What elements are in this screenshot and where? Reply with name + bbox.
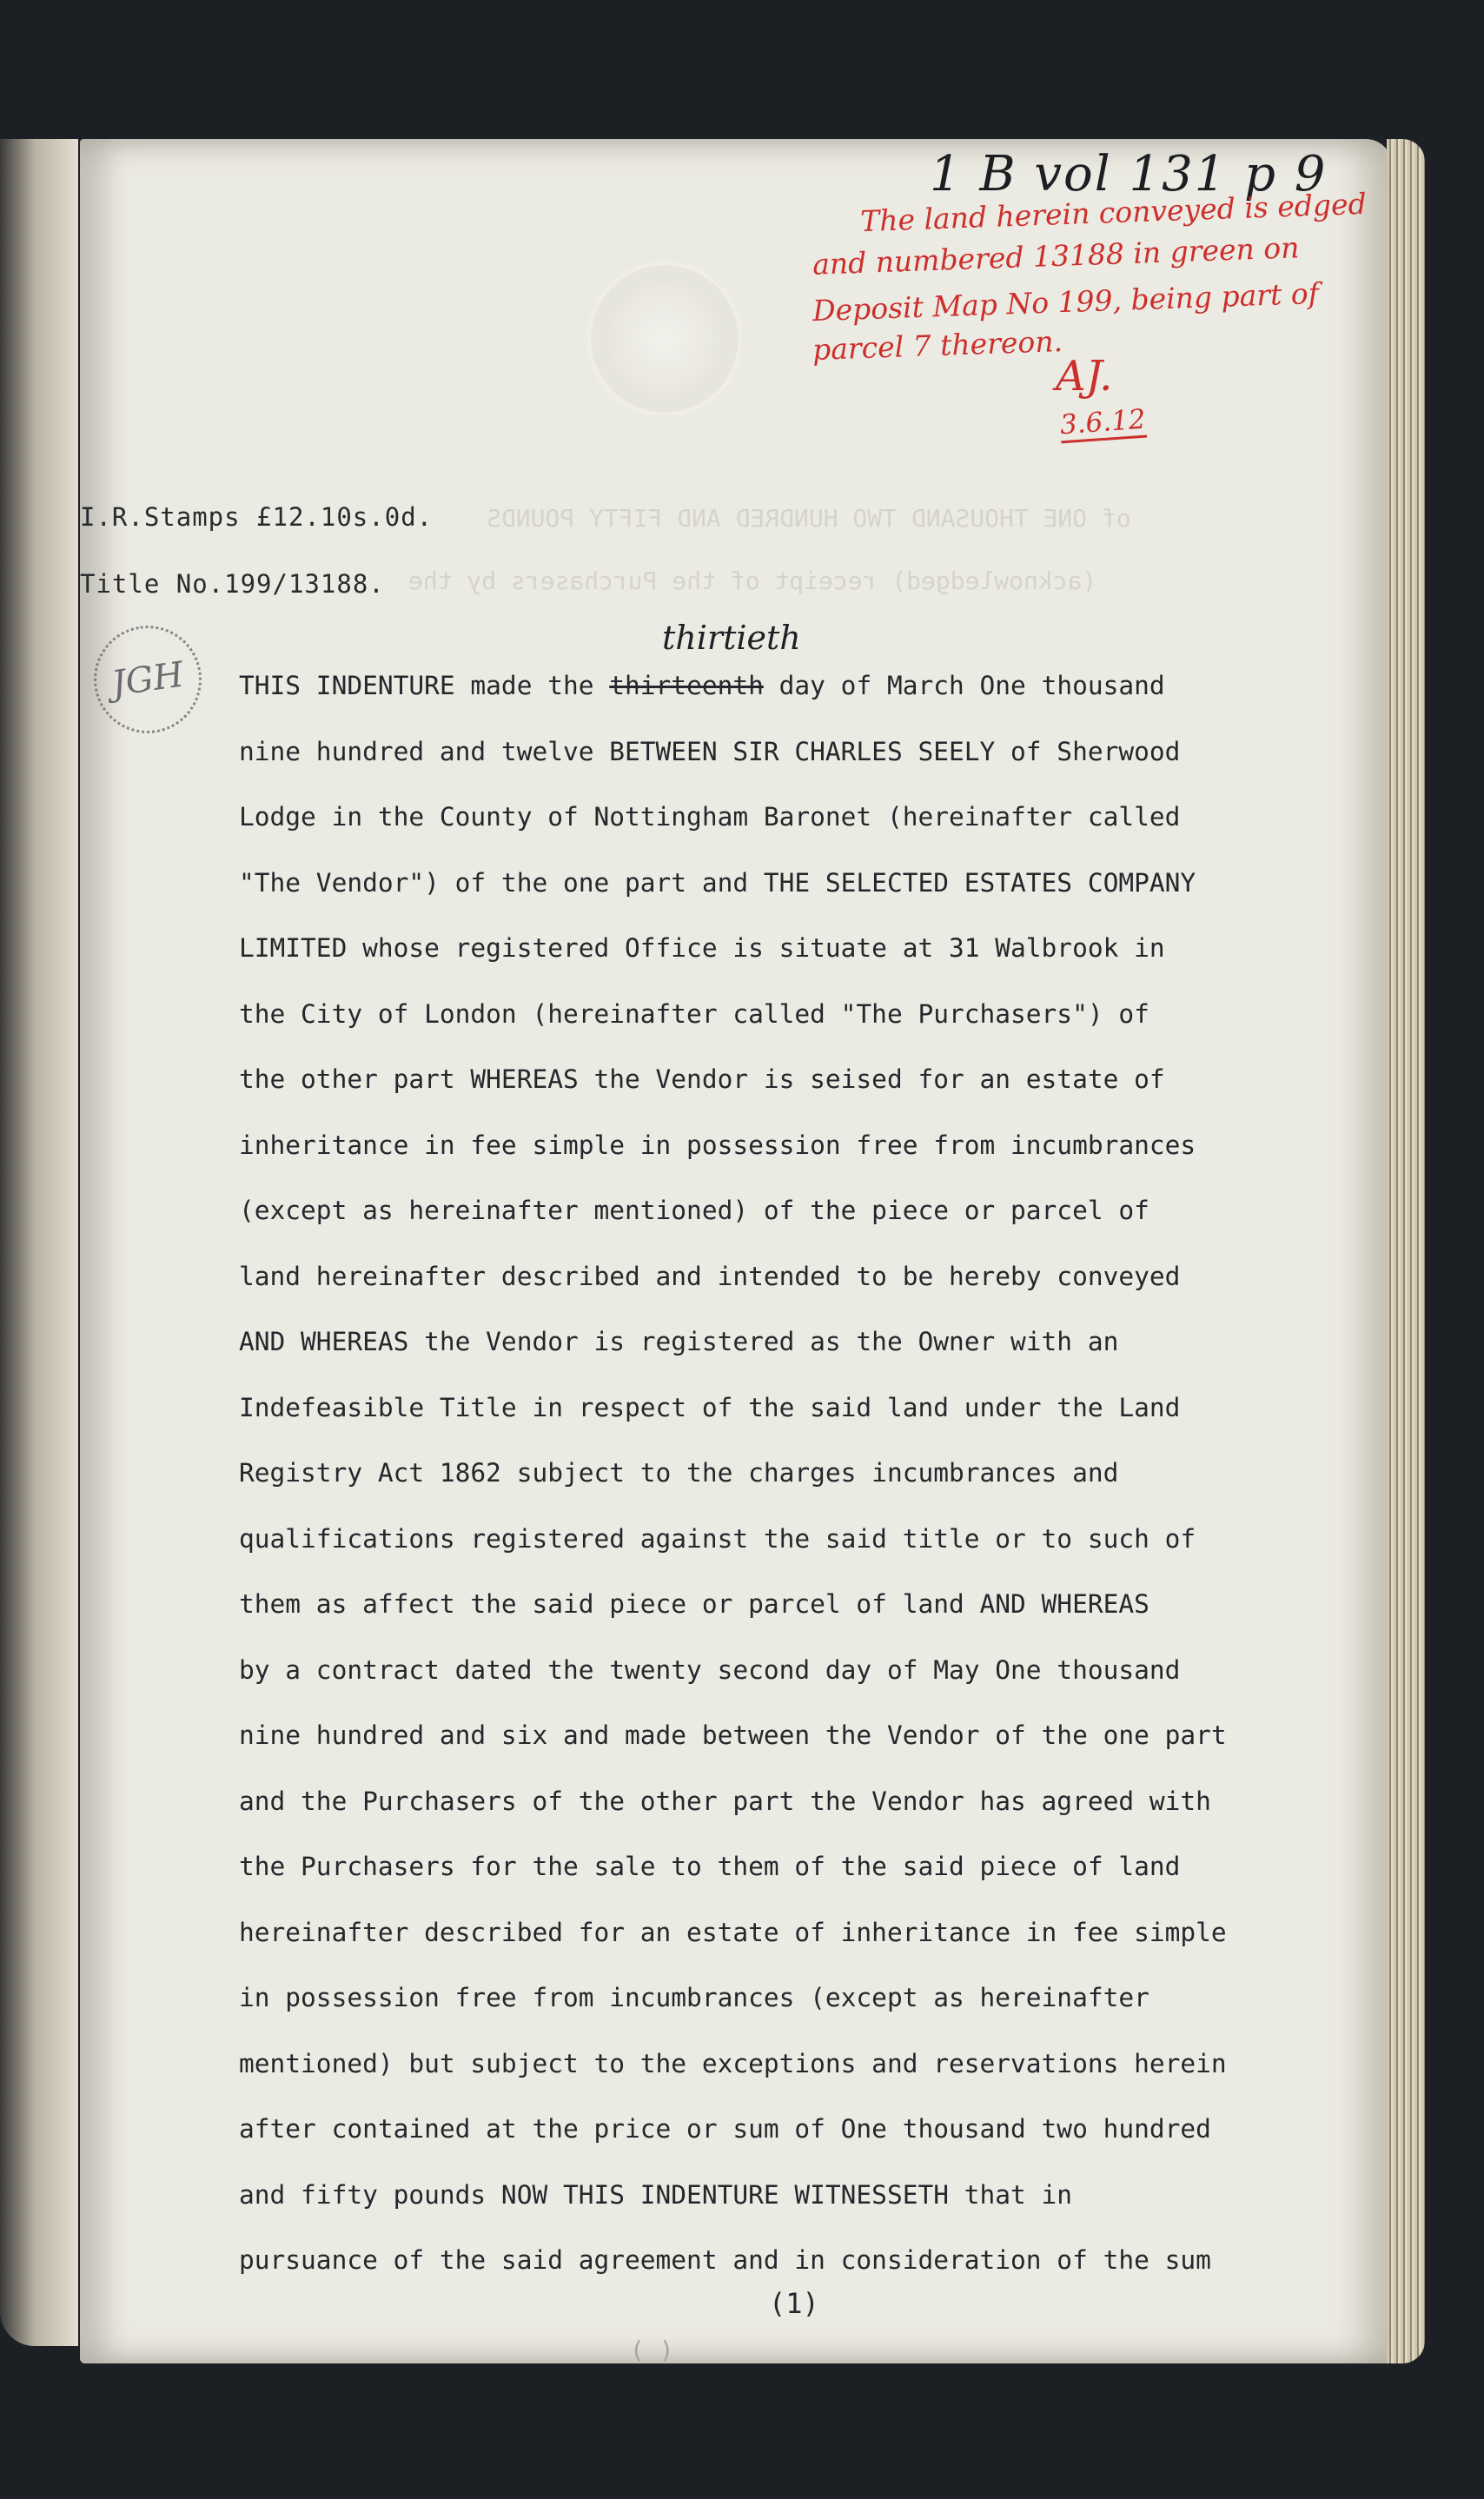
body-line: the Purchasers for the sale to them of the said piece of land: [239, 1852, 1181, 1881]
body-line: and the Purchasers of the other part the Vendor has agreed with: [239, 1786, 1211, 1816]
body-line: Lodge in the County of Nottingham Baronet (hereinafter called: [239, 802, 1181, 832]
margin-note-initials: AJ.: [1056, 352, 1113, 401]
body-line-end: day of March One thousand: [763, 671, 1165, 700]
body-line: the other part WHEREAS the Vendor is seised for an estate of: [239, 1064, 1165, 1094]
body-line: (except as hereinafter mentioned) of the piece or parcel of: [239, 1196, 1149, 1225]
page-number: (1): [769, 2287, 819, 2320]
stamp-duty-line: I.R.Stamps £12.10s.0d.: [80, 502, 434, 532]
body-line: Indefeasible Title in respect of the said land under the Land: [239, 1392, 1181, 1422]
body-line: land hereinafter described and intended to be hereby conveyed: [239, 1261, 1181, 1291]
body-line: pursuance of the said agreement and in consideration of the sum: [239, 2245, 1211, 2275]
margin-note-line: parcel 7 thereon.: [812, 323, 1063, 368]
margin-note-date: 3.6.12: [1059, 404, 1147, 444]
body-line: nine hundred and six and made between the Vendor of the one part: [239, 1720, 1227, 1750]
ghost-page-number: ( ): [630, 2336, 674, 2364]
struck-word: thirteenth: [609, 671, 764, 700]
body-line: qualifications registered against the said title or to such of: [239, 1523, 1196, 1554]
body-line: Registry Act 1862 subject to the charges incumbrances and: [239, 1458, 1119, 1488]
body-line-start: THIS INDENTURE made the: [239, 671, 610, 700]
title-number-suffix: /13188.: [272, 569, 385, 599]
margin-note-line: and numbered 13188 in green on: [812, 230, 1301, 282]
bleed-through-text: (acknowledged) receipt of the Purchasers by the: [408, 567, 1097, 595]
margin-note-line: The land herein conveyed is edged: [859, 186, 1368, 239]
body-line: the City of London (hereinafter called "The Purchasers") of: [239, 998, 1149, 1029]
page-stack-edges: [1387, 139, 1425, 2363]
ink-stamp-mark: JGH: [109, 654, 187, 705]
body-line: and fifty pounds NOW THIS INDENTURE WITNESSETH that in: [239, 2179, 1073, 2210]
bleed-through-text: of ONE THOUSAND TWO HUNDRED AND FIFTY POUNDS: [487, 504, 1131, 533]
body-line: inheritance in fee simple in possession free from incumbrances: [239, 1130, 1196, 1160]
body-line: [239, 653, 1360, 719]
body-line: by a contract dated the twenty second day of May One thousand: [239, 1654, 1181, 1685]
body-line: AND WHEREAS the Vendor is registered as the Owner with an: [239, 1327, 1119, 1356]
volume-reference: 1 B vol 131 p 9: [930, 146, 1328, 202]
body-line: after contained at the price or sum of One thousand two hundred: [239, 2114, 1211, 2144]
margin-note-line: Deposit Map No 199, being part of: [812, 275, 1320, 328]
body-line: in possession free from incumbrances (except as hereinafter: [239, 1983, 1149, 2012]
body-line: them as affect the said piece or parcel of land AND WHEREAS: [239, 1589, 1149, 1619]
body-line: nine hundred and twelve BETWEEN SIR CHARLES SEELY of Sherwood: [239, 736, 1181, 766]
body-line: hereinafter described for an estate of inheritance in fee simple: [239, 1917, 1227, 1947]
title-number-prefix: Title No.199: [80, 569, 273, 599]
handwritten-insertion: thirtieth: [662, 619, 801, 657]
indenture-body: [239, 653, 1360, 2294]
facing-page-edge: [0, 139, 78, 2346]
body-line: LIMITED whose registered Office is situate at 31 Walbrook in: [239, 933, 1165, 963]
body-line: "The Vendor") of the one part and THE SELECTED ESTATES COMPANY: [239, 867, 1196, 898]
title-number-line: [80, 569, 385, 599]
embossed-seal: [591, 265, 739, 413]
body-line: mentioned) but subject to the exceptions and reservations herein: [239, 2048, 1227, 2078]
